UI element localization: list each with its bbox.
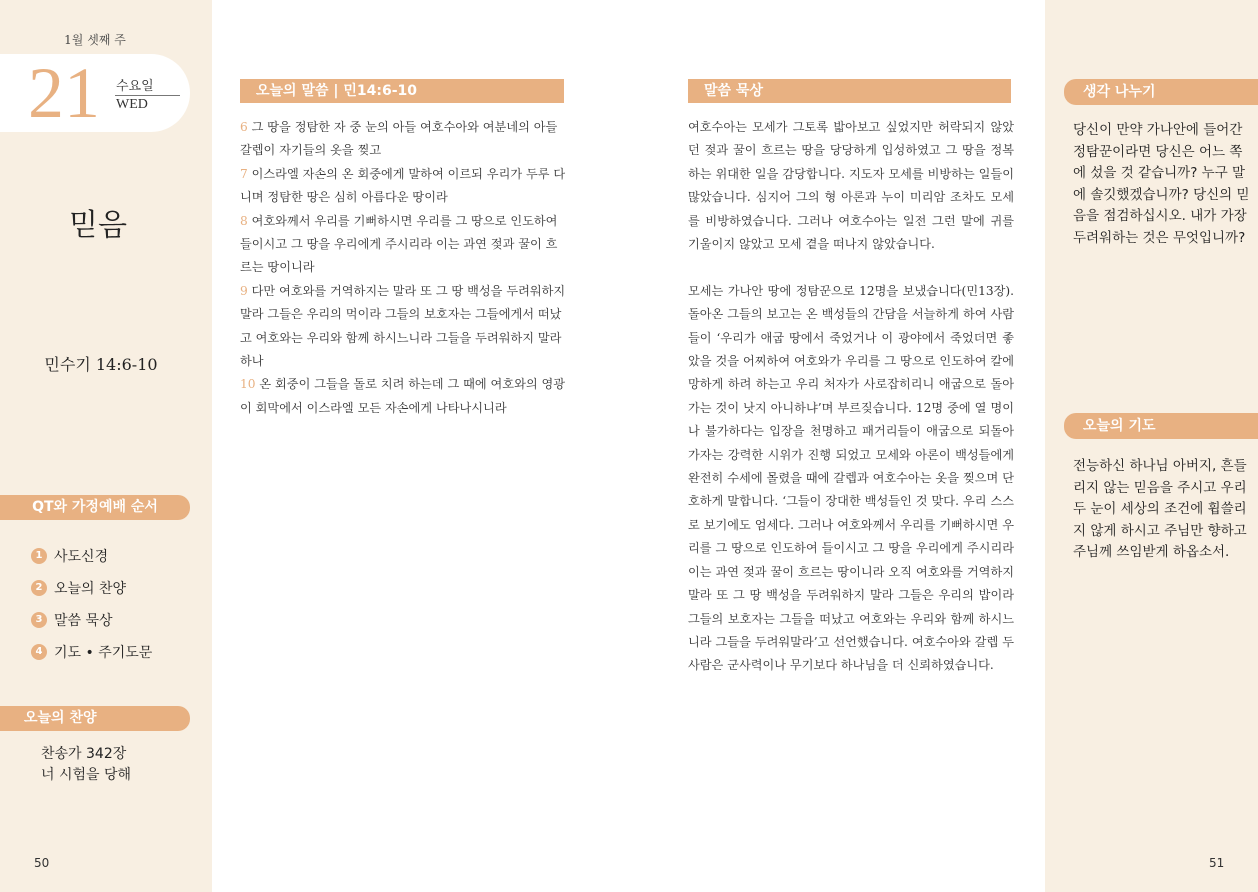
share-heading: 생각 나누기: [1064, 79, 1258, 105]
week-label: 1월 셋째 주: [64, 33, 126, 47]
verse-text: 온 회중이 그들을 돌로 치려 하는데 그 때에 여호와의 영광이 회막에서 이스라엘 모든 자손에게 나타나시니라: [240, 377, 566, 415]
hymn-heading-label: 오늘의 찬양: [24, 710, 97, 726]
hymn-heading: [0, 706, 190, 731]
verse-text: 그 땅을 정탐한 자 중 눈의 아들 여호수아와 여분네의 아들 갈렙이 자기들의 옷을 찢고: [240, 120, 558, 158]
verse-text: 다만 여호와를 거역하지는 말라 또 그 땅 백성을 두려워하지 말라 그들은 우리의 먹이라 그들의 보호자는 그들에게서 떠났고 여호와는 우리와 함께 하시느니라 그들을 두려워하지 말라 하나: [240, 283, 566, 369]
number-badge: 3: [31, 612, 47, 628]
verse-text: 여호와께서 우리를 기뻐하시면 우리를 그 땅으로 인도하여 들이시고 그 땅을 우리에게 주시리라 이는 과연 젖과 꿀이 흐르는 땅이니라: [240, 213, 558, 275]
prayer-heading: 오늘의 기도: [1064, 413, 1258, 439]
verse-number: 10: [240, 377, 256, 392]
order-item-label: 말씀 묵상: [54, 613, 113, 629]
list-item: [31, 540, 152, 572]
hymn-number: 찬송가 342장: [41, 746, 127, 762]
verse-text: 이스라엘 자손의 온 회중에게 말하여 이르되 우리가 두루 다니며 정탐한 땅은 심히 아름다운 땅이라: [240, 166, 566, 205]
order-heading: QT와 가정예배 순서: [0, 495, 190, 520]
day-number: 21: [28, 53, 100, 133]
scripture-text: [240, 116, 566, 420]
list-item: [31, 572, 152, 604]
order-item-label: 오늘의 찬양: [54, 581, 127, 597]
daily-theme: 믿음: [69, 208, 127, 243]
verse-number: 6: [240, 120, 248, 134]
weekday-english: WED: [116, 97, 148, 112]
verse-number: 8: [240, 213, 248, 228]
number-badge: 2: [31, 580, 47, 596]
weekday-korean: 수요일: [116, 79, 154, 94]
date-divider: [115, 95, 180, 96]
left-sidebar: [0, 0, 212, 892]
worship-order-list: [31, 540, 152, 668]
verse-number: 7: [240, 166, 248, 181]
scripture-reference: 민수기 14:6-10: [44, 355, 158, 374]
meditation-text: [688, 116, 1014, 678]
scripture-heading: 오늘의 말씀 | 민14:6-10: [240, 79, 564, 103]
hymn-info: [41, 744, 131, 786]
meditation-paragraph: 여호수아는 모세가 그토록 밟아보고 싶었지만 허락되지 않았던 젖과 꿀이 흐르는 땅을 당당하게 입성하였고 그 땅을 정복하는 위대한 일을 감당합니다. 지도자 모세를 비방하는 일들이 많았습니다. 심지어 그의 형 아론과 누이 미리암 조차도 모세를 비방하였습니다. 그러나 여호수아는 일전 그런 말에 귀를 기울이지 않았고 모세 곁을 떠나지 않았습니다.: [688, 120, 1014, 252]
page-number-left: 50: [34, 856, 50, 870]
list-item: [31, 636, 152, 668]
prayer-text: 전능하신 하나님 아버지, 흔들리지 않는 믿음을 주시고 우리 두 눈이 세상의 조건에 휩쓸리지 않게 하시고 주님만 향하고 주님께 쓰임받게 하옵소서.: [1073, 458, 1247, 560]
meditation-paragraph: 모세는 가나안 땅에 정탐꾼으로 12명을 보냈습니다(민13장). 돌아온 그들의 보고는 온 백성들의 간담을 서늘하게 하여 사람들이 ‘우리가 애굽 땅에서 죽었거나 이 광야에서 죽었더면 좋았을 것을 어찌하여 여호와가 우리를 그 땅으로 인도하여 칼에 망하게 하려 하는고 우리 처자가 사로잡히리니 애굽으로 돌아가는 것이 낫지 아니하냐’며 부르짖습니다. 12명 중에 열 명이나 불가하다는 입장을 천명하고 패거리들이 애굽으로 되돌아가자는 강력한 시위가 진행 되었고 모세와 아론이 백성들에게 완전히 수세에 몰렸을 때에 갈렙과 여호수아는 옷을 찢으며 단호하게 말합니다. ‘그들이 장대한 백성들인 것 맞다. 우리 스스로 보기에도 엄세다. 그러나 여호와께서 우리를 기뻐하시면 우리를 그 땅으로 인도하여 들이시고 그 땅을 우리에게 주시리라 이는 과연 젖과 꿀이 흐르는 땅이니라 오직 여호와를 거역하지 말라 또 그 땅 백성을 두려워하지 말라 그들은 우리의 밥이라 그들의 보호자는 그들을 떠났고 여호와는 우리와 함께 하시느니라 그들을 두려워말라’고 선언했습니다. 여호수아와 갈렙 두 사람은 군사력이나 무기보다 하나님을 더 신뢰하였습니다.: [688, 283, 1014, 673]
list-item: [31, 604, 152, 636]
order-item-label: 기도 • 주기도문: [54, 645, 153, 661]
meditation-heading: 말씀 묵상: [688, 79, 1011, 103]
number-badge: 4: [31, 644, 47, 660]
share-text: 당신이 만약 가나안에 들어간 정탐꾼이라면 당신은 어느 쪽에 섰을 것 같습니까? 누구 말에 솔깃했겠습니까? 당신의 믿음을 점검하십시오. 내가 가장 두려워하는 것은 무엇입니까?: [1073, 122, 1250, 246]
hymn-title: 너 시험을 당해: [41, 767, 132, 783]
number-badge: 1: [31, 548, 47, 564]
verse-number: 9: [240, 283, 248, 298]
order-item-label: 사도신경: [54, 549, 109, 565]
page-number-right: 51: [1209, 856, 1225, 870]
